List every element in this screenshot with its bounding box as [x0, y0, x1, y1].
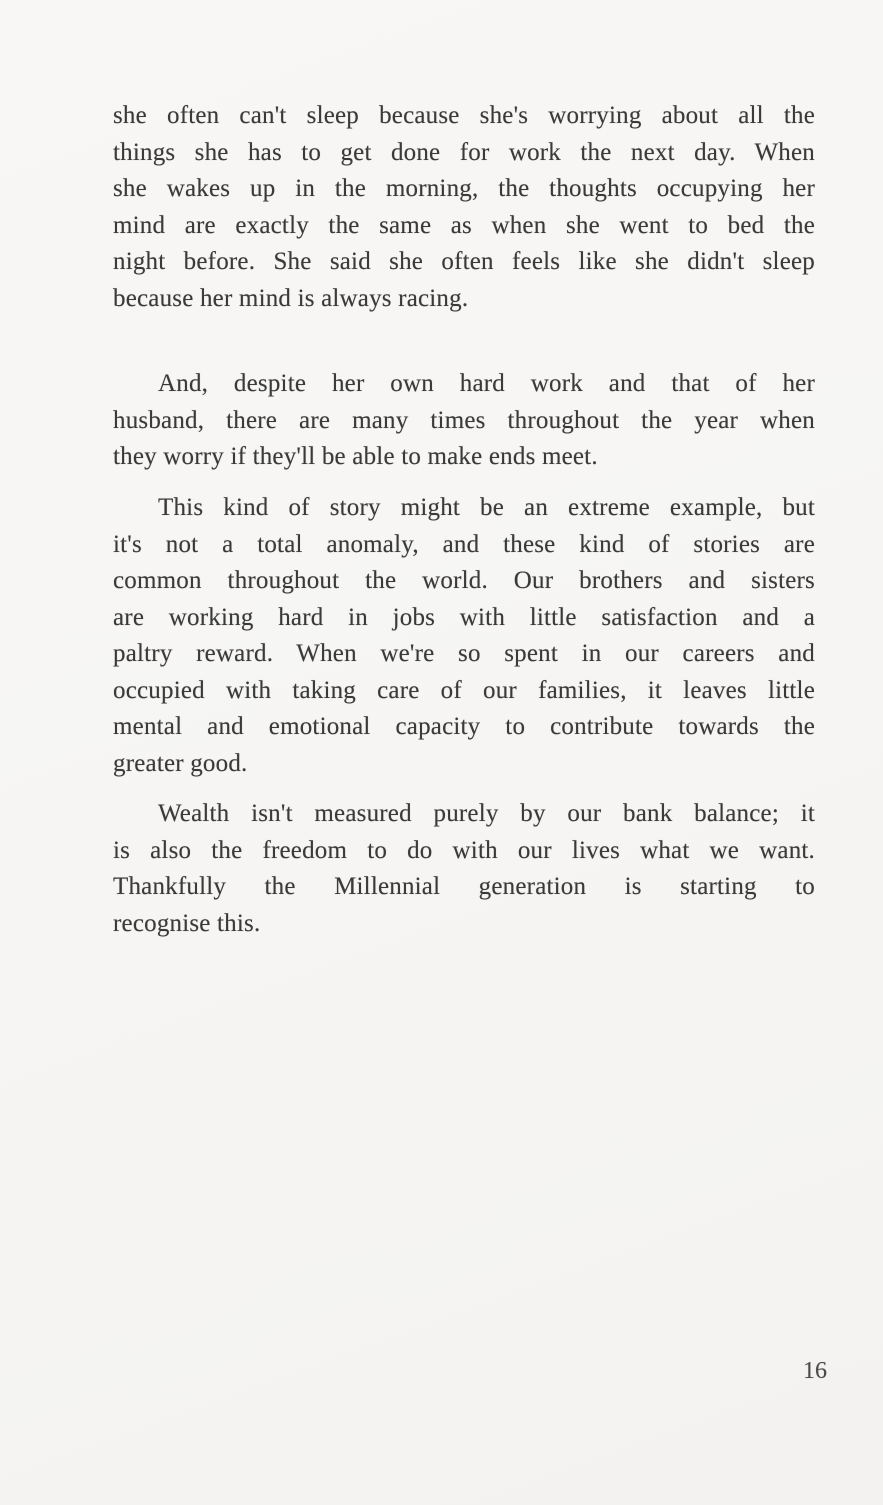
paragraph	[113, 796, 815, 942]
paragraph	[113, 366, 815, 476]
text-line: mind are exactly the same as when she went to bed the	[113, 211, 815, 239]
paragraph	[113, 98, 815, 317]
text-line: is also the freedom to do with our lives what we want.	[113, 836, 815, 864]
text-line: because her mind is always racing.	[113, 284, 469, 312]
text-line: she wakes up in the morning, the thoughts occupying her	[113, 175, 815, 202]
text-line: This kind of story might be an extreme example, but	[158, 494, 815, 521]
text-line: mental and emotional capacity to contribute towards the	[113, 713, 815, 740]
text-line: paltry reward. When we're so spent in our careers and	[113, 640, 815, 667]
text-line: are working hard in jobs with little satisfaction and a	[113, 603, 815, 631]
text-line: occupied with taking care of our families, it leaves little	[113, 676, 815, 704]
text-line: recognise this.	[113, 909, 261, 937]
page-number: 16	[803, 1358, 827, 1384]
text-line: they worry if they'll be able to make ends meet.	[113, 443, 598, 470]
text-line: it's not a total anomaly, and these kind of stories are	[113, 530, 815, 558]
text-line: night before. She said she often feels like she didn't sleep	[113, 248, 815, 275]
text-line: things she has to get done for work the next day. When	[113, 138, 815, 166]
text-line: And, despite her own hard work and that of her	[158, 370, 815, 397]
text-line: husband, there are many times throughout the year when	[113, 406, 815, 434]
text-line: Wealth isn't measured purely by our bank balance; it	[158, 800, 815, 827]
text-line: greater good.	[113, 749, 248, 777]
text-line: common throughout the world. Our brothers and sisters	[113, 567, 815, 594]
text-line: Thankfully the Millennial generation is starting to	[113, 873, 815, 900]
paragraph	[113, 490, 815, 782]
text-line: she often can't sleep because she's worrying about all the	[113, 102, 815, 129]
